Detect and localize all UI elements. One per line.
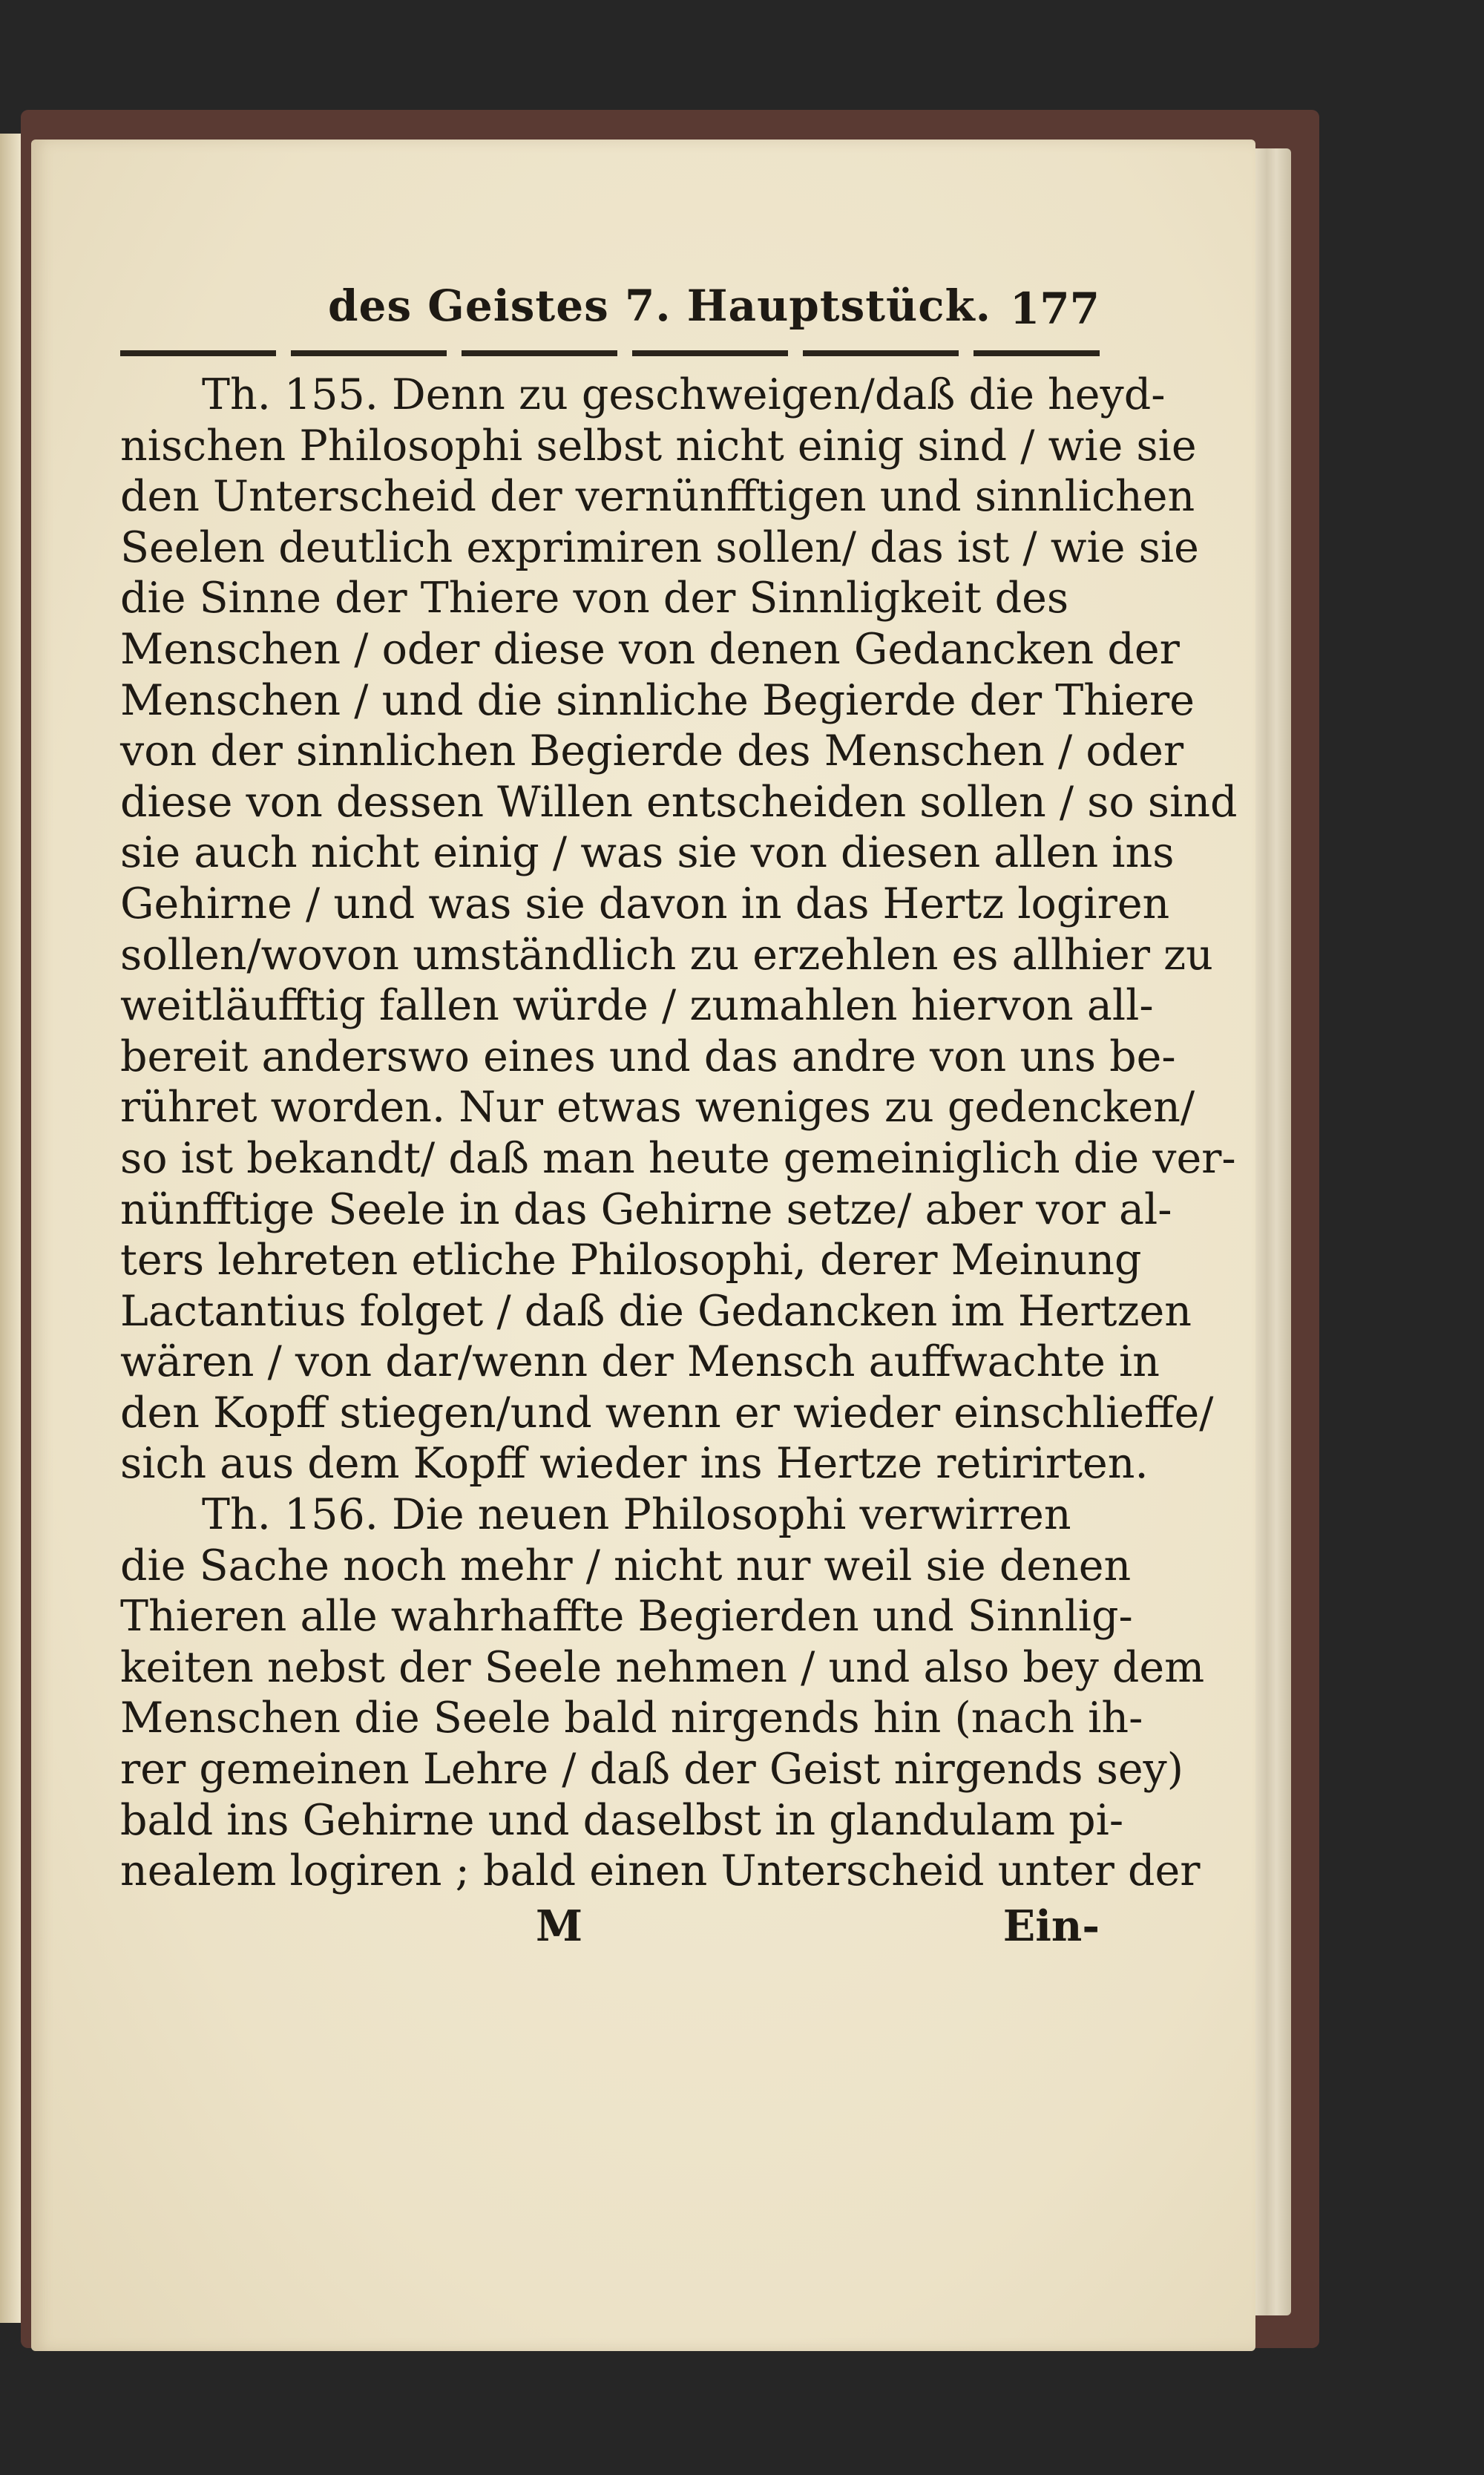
text-line: nünfftige Seele in das Gehirne setze/ aber vor al- xyxy=(120,1184,1172,1234)
text-line: Gehirne / und was sie davon in das Hertz logiren xyxy=(120,879,1170,928)
text-line: Menschen die Seele bald nirgends hin (nach ih- xyxy=(120,1694,1143,1743)
text-line: keiten nebst der Seele nehmen / und also bey dem xyxy=(120,1642,1205,1692)
text-line: sollen/wovon umständlich zu erzehlen es allhier zu xyxy=(120,930,1213,980)
paragraph-th-155 xyxy=(120,370,1238,1489)
running-head xyxy=(120,281,1100,347)
text-line: weitläufftig fallen würde / zumahlen hiervon all- xyxy=(120,981,1154,1031)
page-number: 177 xyxy=(1009,283,1100,334)
text-line: den Kopff stiegen/und wenn er wieder einschlieffe/ xyxy=(120,1388,1214,1438)
paragraph-th-156 xyxy=(120,1489,1205,1897)
text-block xyxy=(120,281,1238,1961)
text-line: ters lehreten etliche Philosophi, derer Meinung xyxy=(120,1236,1142,1285)
page-fore-edges xyxy=(1254,148,1291,2315)
text-line: sich aus dem Kopff wieder ins Hertze retirirten. xyxy=(120,1439,1149,1489)
text-line: Lactantius folget / daß die Gedancken im Hertzen xyxy=(120,1286,1192,1336)
text-line: rühret worden. Nur etwas weniges zu gedencken/ xyxy=(120,1083,1195,1132)
text-line: bereit anderswo eines und das andre von uns be- xyxy=(120,1032,1176,1081)
text-line: bald ins Gehirne und daselbst in glandulam pi- xyxy=(120,1795,1124,1845)
signature-mark: M xyxy=(536,1901,583,1951)
text-line: Th. 156. Die neuen Philosophi verwirren xyxy=(202,1490,1071,1540)
text-line: die Sinne der Thiere von der Sinnligkeit des xyxy=(120,574,1069,623)
facing-page-edge xyxy=(0,134,22,2323)
text-line: Menschen / und die sinnliche Begierde der Thiere xyxy=(120,675,1195,725)
text-line: diese von dessen Willen entscheiden sollen / so sind xyxy=(120,777,1238,827)
book-page xyxy=(31,140,1255,2351)
header-rule xyxy=(120,350,1100,356)
text-line: Thieren alle wahrhaffte Begierden und Sinnlig- xyxy=(120,1592,1133,1642)
page-footer xyxy=(120,1901,1100,1961)
text-line: den Unterscheid der vernünfftigen und sinnlichen xyxy=(120,472,1195,522)
text-line: die Sache noch mehr / nicht nur weil sie denen xyxy=(120,1541,1132,1590)
text-line: nischen Philosophi selbst nicht einig sind / wie sie xyxy=(120,421,1197,471)
text-line: rer gemeinen Lehre / daß der Geist nirgends sey) xyxy=(120,1745,1183,1794)
catchword: Ein- xyxy=(1002,1901,1100,1951)
text-line: von der sinnlichen Begierde des Menschen / oder xyxy=(120,727,1184,776)
running-title: des Geistes 7. Hauptstück. xyxy=(328,281,991,331)
text-line: so ist bekandt/ daß man heute gemeiniglich die ver- xyxy=(120,1133,1236,1183)
text-line: nealem logiren ; bald einen Unterscheid unter der xyxy=(120,1846,1201,1896)
text-line: sie auch nicht einig / was sie von diesen allen ins xyxy=(120,828,1175,878)
text-line: Menschen / oder diese von denen Gedancken der xyxy=(120,624,1180,674)
text-line: Seelen deutlich exprimiren sollen/ das ist / wie sie xyxy=(120,522,1199,572)
text-line: Th. 155. Denn zu geschweigen/daß die heyd- xyxy=(202,370,1166,419)
text-line: wären / von dar/wenn der Mensch auffwachte in xyxy=(120,1337,1160,1387)
